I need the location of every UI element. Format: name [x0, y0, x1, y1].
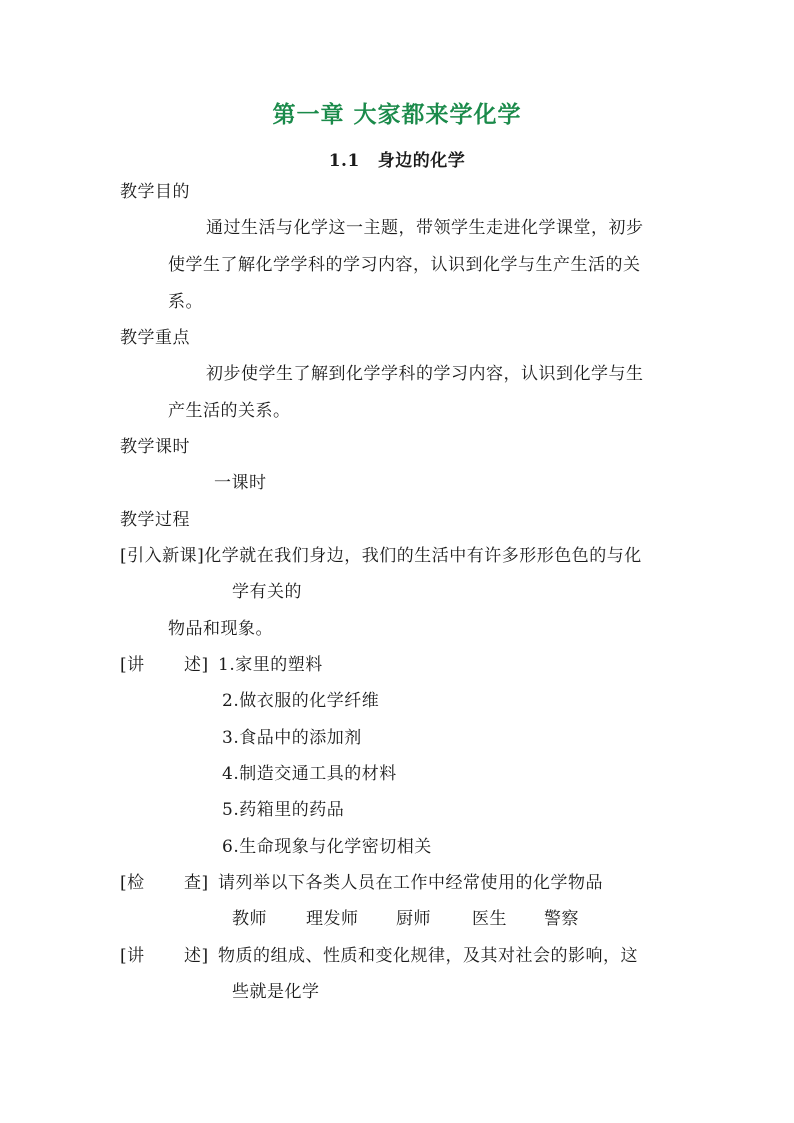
intro-text-continued: 物品和现象。: [168, 619, 273, 639]
section-name: 身边的化学: [377, 151, 466, 171]
list-item: 1.家里的塑料: [218, 655, 323, 675]
section-title: [0, 146, 794, 171]
lecture-tag-close: 述]: [184, 655, 209, 675]
objectives-line: 使学生了解化学学科的学习内容，认识到化学与生产生活的关: [168, 255, 641, 275]
key-points-heading: 教学重点: [120, 328, 190, 348]
hours-value: 一课时: [214, 473, 267, 493]
list-item: 3.食品中的添加剂: [222, 728, 362, 748]
objectives-line: 系。: [168, 292, 203, 312]
occupation: 警察: [544, 909, 579, 929]
check-tag-open: [检: [120, 873, 145, 893]
occupation: 教师: [232, 909, 267, 929]
intro-row: [120, 544, 642, 568]
list-item: 2.做衣服的化学纤维: [222, 691, 380, 711]
lecture-tag-close: 述]: [184, 946, 209, 966]
list-item: 6.生命现象与化学密切相关: [222, 837, 432, 857]
objectives-line: 通过生活与化学这一主题，带领学生走进化学课堂，初步: [206, 218, 644, 238]
key-points-line: 初步使学生了解到化学学科的学习内容，认识到化学与生: [206, 364, 644, 384]
check-row: [120, 871, 603, 895]
hours-heading: 教学课时: [120, 437, 190, 457]
lecture-row: [120, 944, 638, 968]
process-heading: 教学过程: [120, 510, 190, 530]
occupation: 医生: [472, 909, 507, 929]
occupation: 理发师: [306, 909, 359, 929]
key-points-line: 产生活的关系。: [168, 401, 291, 421]
section-number: 1.1: [328, 151, 360, 171]
intro-text-continued: 学有关的: [232, 582, 302, 602]
lecture-tag-open: [讲: [120, 655, 145, 675]
chapter-title: 第一章 大家都来学化学: [272, 102, 522, 128]
lecture-tag-open: [讲: [120, 946, 145, 966]
list-item: 5.药箱里的药品: [222, 800, 345, 820]
intro-text: 化学就在我们身边，我们的生活中有许多形形色色的与化: [204, 546, 642, 566]
occupation: 厨师: [396, 909, 431, 929]
check-tag-close: 查]: [184, 873, 209, 893]
objectives-heading: 教学目的: [120, 182, 190, 202]
occupations-row: [232, 907, 579, 931]
intro-tag: [引入新课]: [120, 546, 205, 566]
check-text: 请列举以下各类人员在工作中经常使用的化学物品: [218, 873, 603, 893]
list-item: 4.制造交通工具的材料: [222, 764, 397, 784]
lecture-row: [120, 653, 323, 677]
lecture-text: 物质的组成、性质和变化规律，及其对社会的影响，这: [218, 946, 638, 966]
lecture-text-continued: 些就是化学: [232, 982, 320, 1002]
